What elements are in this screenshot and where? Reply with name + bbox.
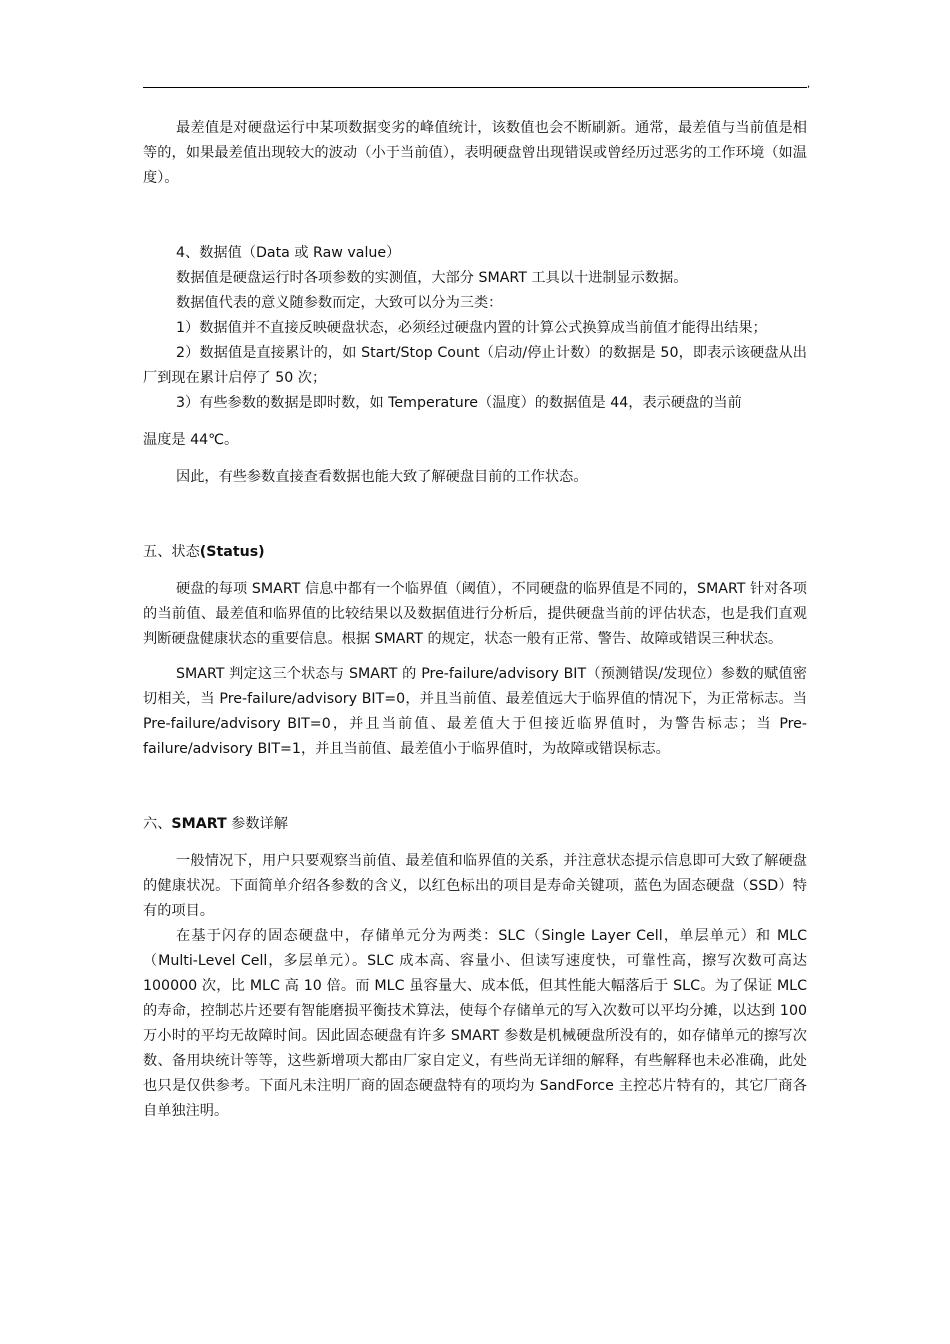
document-body xyxy=(143,116,807,1124)
raw-value-item-1: 1）数据值并不直接反映硬盘状态，必须经过硬盘内置的计算公式换算成当前值才能得出结果； xyxy=(176,320,767,336)
status-paragraph-2: SMART 判定这三个状态与 SMART 的 Pre-failure/advisory BIT（预测错误/发现位）参数的赋值密切相关，当 Pre-failure/advisory BIT=0，并且当前值、最差值远大于临界值的情况下，为正常标志。当 Pre-failure/advisory BIT=0，并且当前值、最差值大于但接近临界值时，为警告标志；当 Pre-failure/advisory BIT=1，并且当前值、最差值小于临界值时，为故障或错误标志。 xyxy=(143,666,807,757)
worst-value-paragraph: 最差值是对硬盘运行中某项数据变劣的峰值统计，该数值也会不断刷新。通常，最差值与当前值是相等的，如果最差值出现较大的波动（小于当前值），表明硬盘曾出现错误或曾经历过恶劣的工作环境（如温度）。 xyxy=(143,120,807,186)
raw-value-paragraph-2: 数据值代表的意义随参数而定，大致可以分为三类： xyxy=(176,295,503,311)
smart-heading-suffix: 参数详解 xyxy=(226,816,288,832)
status-paragraph-1: 硬盘的每项 SMART 信息中都有一个临界值（阈值），不同硬盘的临界值是不同的，SMART 针对各项的当前值、最差值和临界值的比较结果以及数据值进行分析后，提供硬盘当前的评估状态，也是我们直观判断硬盘健康状态的重要信息。根据 SMART 的规定，状态一般有正常、警告、故障或错误三种状态。 xyxy=(143,581,807,647)
smart-heading-prefix: 六、 xyxy=(143,816,172,832)
raw-value-conclusion: 因此，有些参数直接查看数据也能大致了解硬盘目前的工作状态。 xyxy=(176,469,588,485)
status-heading-bold: (Status) xyxy=(199,544,265,560)
status-heading-prefix: 五、状态 xyxy=(143,544,200,560)
raw-value-item-2: 2）数据值是直接累计的，如 Start/Stop Count（启动/停止计数）的数据是 50，即表示该硬盘从出厂到现在累计启停了 50 次； xyxy=(143,345,807,386)
raw-value-item-3: 3）有些参数的数据是即时数，如 Temperature（温度）的数据值是 44，表示硬盘的当前 xyxy=(176,395,742,411)
smart-params-paragraph-1: 一般情况下，用户只要观察当前值、最差值和临界值的关系，并注意状态提示信息即可大致了解硬盘的健康状况。下面简单介绍各参数的含义，以红色标出的项目是寿命关键项，蓝色为固态硬盘（SSD）特有的项目。 xyxy=(143,853,807,919)
smart-params-heading xyxy=(143,812,807,837)
status-section-heading xyxy=(143,540,807,565)
smart-params-paragraph-2: 在基于闪存的固态硬盘中，存储单元分为两类：SLC（Single Layer Cell，单层单元）和 MLC（Multi-Level Cell，多层单元）。SLC 成本高、容量小、但读写速度快，可靠性高，擦写次数可高达 100000 次，比 MLC 高 10 倍。而 MLC 虽容量大、成本低，但其性能大幅落后于 SLC。为了保证 MLC 的寿命，控制芯片还要有智能磨损平衡技术算法，使每个存储单元的写入次数可以平均分摊，以达到 100 万小时的平均无故障时间。因此固态硬盘有许多 SMART 参数是机械硬盘所没有的，如存储单元的擦写次数、备用块统计等等，这些新增项大都由厂家自定义，有些尚无详细的解释，有些解释也未必准确，此处也只是仅供参考。下面凡未注明厂商的固态硬盘特有的项均为 SandForce 主控芯片特有的，其它厂商各自单独注明。 xyxy=(143,928,807,1119)
raw-value-paragraph-1: 数据值是硬盘运行时各项参数的实测值，大部分 SMART 工具以十进制显示数据。 xyxy=(176,270,688,286)
raw-value-item-3-continued: 温度是 44℃。 xyxy=(143,432,239,448)
raw-value-heading: 4、数据值（Data 或 Raw value） xyxy=(176,245,401,261)
smart-heading-bold: SMART xyxy=(171,816,227,832)
header-mark: , xyxy=(807,79,811,90)
header-rule xyxy=(143,87,807,88)
